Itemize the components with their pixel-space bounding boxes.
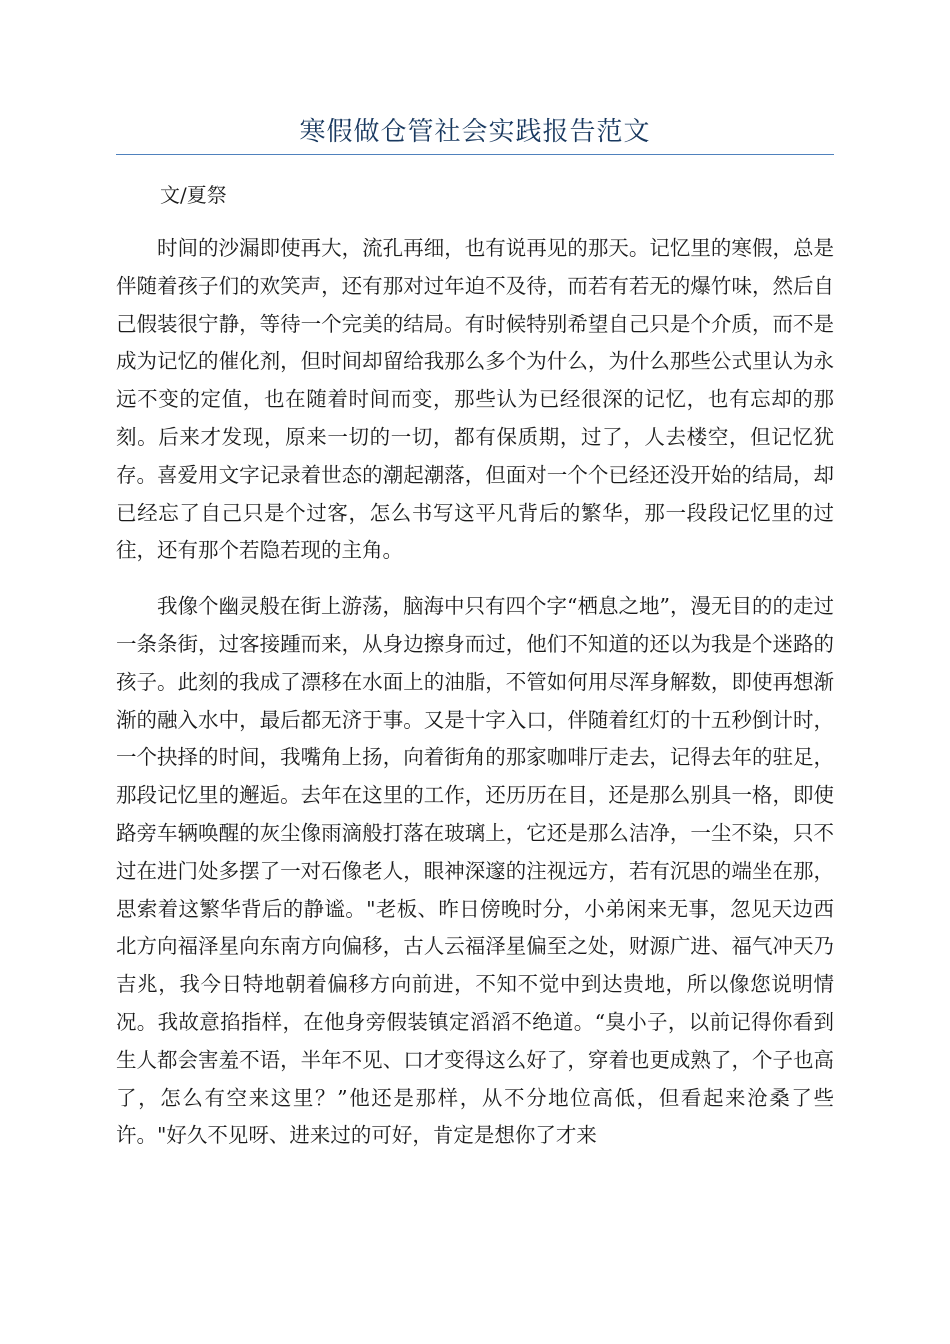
document-body xyxy=(116,230,834,1155)
paragraph: 我像个幽灵般在街上游荡，脑海中只有四个字“栖息之地”，漫无目的的走过一条条街，过客接踵而来，从身边擦身而过，他们不知道的还以为我是个迷路的孩子。此刻的我成了漂移在水面上的油脂，不管如何用尽浑身解数，即使再想渐渐的融入水中，最后都无济于事。又是十字入口，伴随着红灯的十五秒倒计时，一个抉择的时间，我嘴角上扬，向着街角的那家咖啡厅走去，记得去年的驻足，那段记忆里的邂逅。去年在这里的工作，还历历在目，还是那么别具一格，即使路旁车辆唤醒的灰尘像雨滴般打落在玻璃上，它还是那么洁净，一尘不染，只不过在进门处多摆了一对石像老人，眼神深邃的注视远方，若有沉思的端坐在那，思索着这繁华背后的静谧。"老板、昨日傍晚时分，小弟闲来无事，忽见天边西北方向福泽星向东南方向偏移，古人云福泽星偏至之处，财源广进、福气冲天乃吉兆，我今日特地朝着偏移方向前进，不知不觉中到达贵地，所以像您说明情况。我故意掐指样，在他身旁假装镇定滔滔不绝道。“臭小子，以前记得你看到生人都会害羞不语，半年不见、口才变得这么好了，穿着也更成熟了，个子也高了，怎么有空来这里？”他还是那样，从不分地位高低，但看起来沧桑了些许。"好久不见呀、进来过的可好，肯定是想你了才来 xyxy=(116,594,834,1148)
author-line: 文/夏祭 xyxy=(160,183,227,207)
paragraph: 时间的沙漏即使再大，流孔再细，也有说再见的那天。记忆里的寒假，总是伴随着孩子们的欢笑声，还有那对过年迫不及待，而若有若无的爆竹味，然后自己假装很宁静，等待一个完美的结局。有时候特别希望自己只是个介质，而不是成为记忆的催化剂，但时间却留给我那么多个为什么，为什么那些公式里认为永远不变的定值，也在随着时间而变，那些认为已经很深的记忆，也有忘却的那刻。后来才发现，原来一切的一切，都有保质期，过了，人去楼空，但记忆犹存。喜爱用文字记录着世态的潮起潮落，但面对一个个已经还没开始的结局，却已经忘了自己只是个过客，怎么书写这平凡背后的繁华，那一段段记忆里的过往，还有那个若隐若现的主角。 xyxy=(116,236,834,563)
document-title: 寒假做仓管社会实践报告范文 xyxy=(299,117,651,147)
title-underline xyxy=(116,154,834,155)
